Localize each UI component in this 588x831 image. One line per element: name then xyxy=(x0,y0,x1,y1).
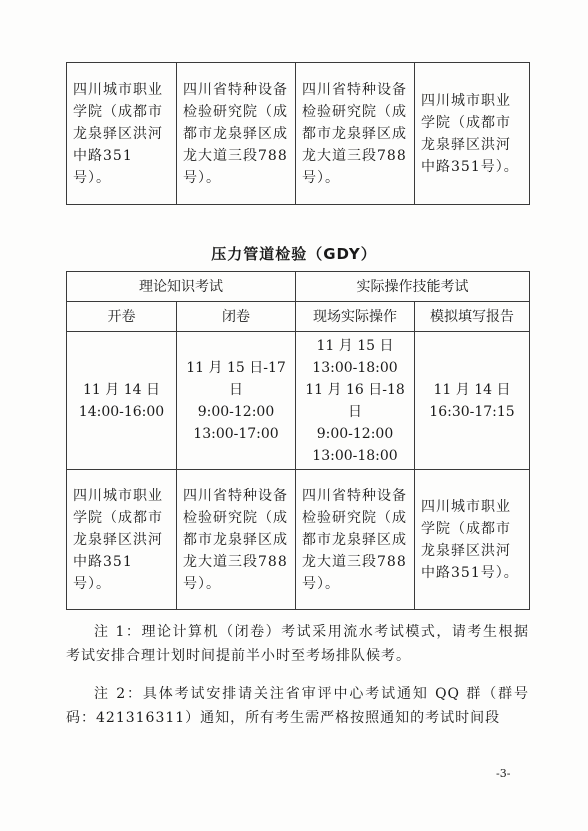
time-line: 9:00-12:00 xyxy=(316,425,394,442)
time-line: 13:00-17:00 xyxy=(193,425,279,442)
gdy-schedule-table xyxy=(66,271,530,610)
time-line: 9:00-12:00 xyxy=(197,403,275,420)
location-cell: 四川省特种设备检验研究院（成都市龙泉驿区成龙大道三段788号）。 xyxy=(177,63,296,205)
location-cell: 四川城市职业学院（成都市龙泉驿区洪河中路351号）。 xyxy=(67,63,177,205)
location-cell: 四川城市职业学院（成都市龙泉驿区洪河中路351号）。 xyxy=(67,470,177,610)
location-cell: 四川城市职业学院（成都市龙泉驿区洪河中路351号）。 xyxy=(415,63,530,205)
subheader-onsite: 现场实际操作 xyxy=(296,302,415,332)
time-line: 11 月 15 日 xyxy=(316,337,394,354)
time-line: 13:00-18:00 xyxy=(312,447,398,464)
location-cell: 四川城市职业学院（成都市龙泉驿区洪河中路351号）。 xyxy=(415,470,530,610)
time-line: 11 月 14 日 xyxy=(433,381,511,398)
top-location-table xyxy=(66,62,530,205)
note-1: 注 1：理论计算机（闭卷）考试采用流水考试模式，请考生根据考试安排合理计划时间提前半小时至考场排队候考。 xyxy=(66,624,529,664)
header-theory: 理论知识考试 xyxy=(67,272,296,302)
location-cell: 四川省特种设备检验研究院（成都市龙泉驿区成龙大道三段788号）。 xyxy=(177,470,296,610)
time-line: 13:00-18:00 xyxy=(312,359,398,376)
time-line: 14:00-16:00 xyxy=(78,403,165,420)
section-title: 压力管道检验（GDY） xyxy=(211,245,377,263)
location-cell: 四川省特种设备检验研究院（成都市龙泉驿区成龙大道三段788号）。 xyxy=(296,63,415,205)
subheader-open-book: 开卷 xyxy=(67,302,177,332)
page-number: -3- xyxy=(496,767,511,780)
time-line: 16:30-17:15 xyxy=(429,403,515,420)
note-2: 注 2：具体考试安排请关注省审评中心考试通知 QQ 群（群号码：421316311）通知，所有考生需严格按照通知的考试时间段 xyxy=(66,686,529,726)
time-line: 11 月 15 日-17 日 xyxy=(186,359,286,398)
time-open-book xyxy=(67,332,177,470)
subheader-report: 模拟填写报告 xyxy=(415,302,530,332)
header-practical: 实际操作技能考试 xyxy=(296,272,530,302)
location-cell: 四川省特种设备检验研究院（成都市龙泉驿区成龙大道三段788号）。 xyxy=(296,470,415,610)
subheader-closed-book: 闭卷 xyxy=(177,302,296,332)
time-line: 11 月 16 日-18 日 xyxy=(305,381,405,420)
time-closed-book xyxy=(177,332,296,470)
time-onsite xyxy=(296,332,415,470)
time-line: 11 月 14 日 xyxy=(83,381,160,398)
time-report xyxy=(415,332,530,470)
